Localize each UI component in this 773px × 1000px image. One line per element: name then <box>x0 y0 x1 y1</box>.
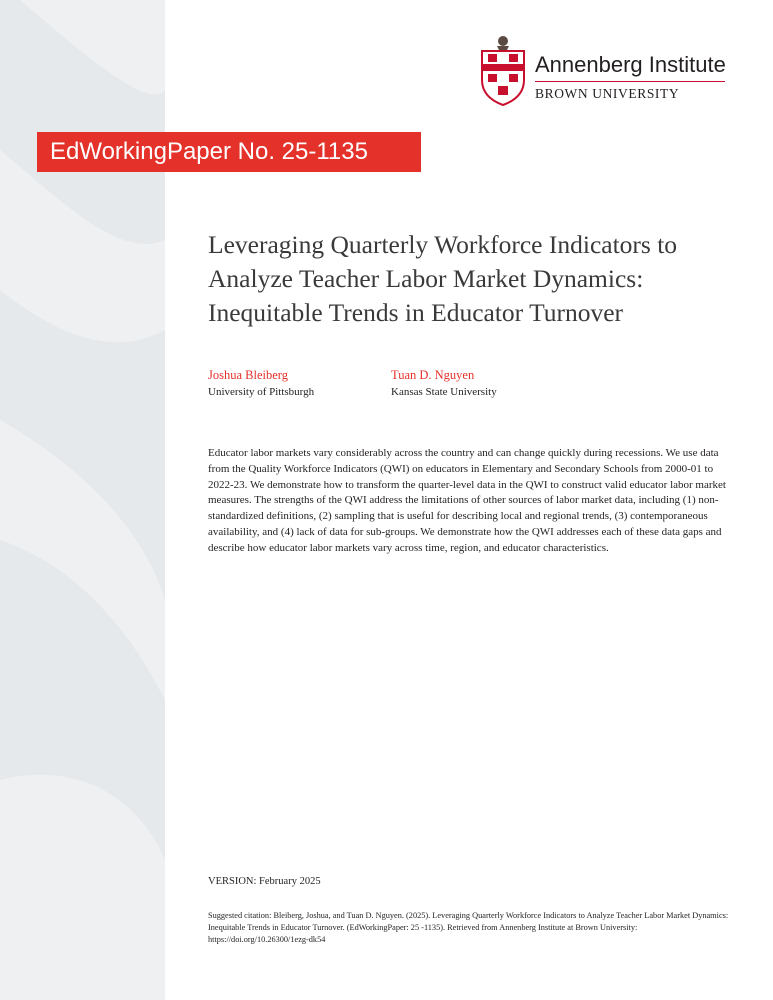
institute-name: Annenberg Institute <box>535 52 726 77</box>
author-block-1 <box>208 368 314 399</box>
paper-title: Leveraging Quarterly Workforce Indicators to Analyze Teacher Labor Market Dynamics: Inequitable Trends in Educator Turnover <box>208 230 678 327</box>
series-banner: EdWorkingPaper No. 25-1135 <box>37 132 421 172</box>
author-name: Tuan D. Nguyen <box>391 368 475 382</box>
author-affiliation: University of Pittsburgh <box>208 386 315 398</box>
logo-divider <box>535 81 725 82</box>
abstract: Educator labor markets vary considerably across the country and can change quickly during recessions. We use data from the Quality Workforce Indicators (QWI) on educators in Elementary and Secondary Schools from 2000-01 to 2022-23. We demonstrate how to transform the quarter-level data in the QWI to construct valid educator labor market measures. The strengths of the QWI address the limitations of other sources of labor market data, including (1) non-standardized definitions, (2) sampling that is useful for describing local and regional trends, (3) contemporaneous availability, and (4) lack of data for sub-groups. We demonstrate how the QWI addresses each of these data gaps and describe how educator labor markets vary across time, region, and educator characteristics. <box>208 447 726 554</box>
version-label: VERSION: February 2025 <box>208 876 321 887</box>
author-affiliation: Kansas State University <box>391 386 497 398</box>
brown-shield-icon <box>478 34 528 106</box>
author-name: Joshua Bleiberg <box>208 368 288 382</box>
annenberg-logo <box>478 34 728 106</box>
author-block-2 <box>391 368 497 399</box>
suggested-citation: Suggested citation: Bleiberg, Joshua, and Tuan D. Nguyen. (2025). Leveraging Quarterly Workforce Indicators to Analyze Teacher Labor Market Dynamics: Inequitable Trends in Educator Turnover. (EdWorkingPaper: 25 -1135). Retrieved from Annenberg Institute at Brown University: https://doi.org/10.26300/1ezg-dk54 <box>208 911 729 944</box>
university-name: BROWN UNIVERSITY <box>535 86 680 101</box>
